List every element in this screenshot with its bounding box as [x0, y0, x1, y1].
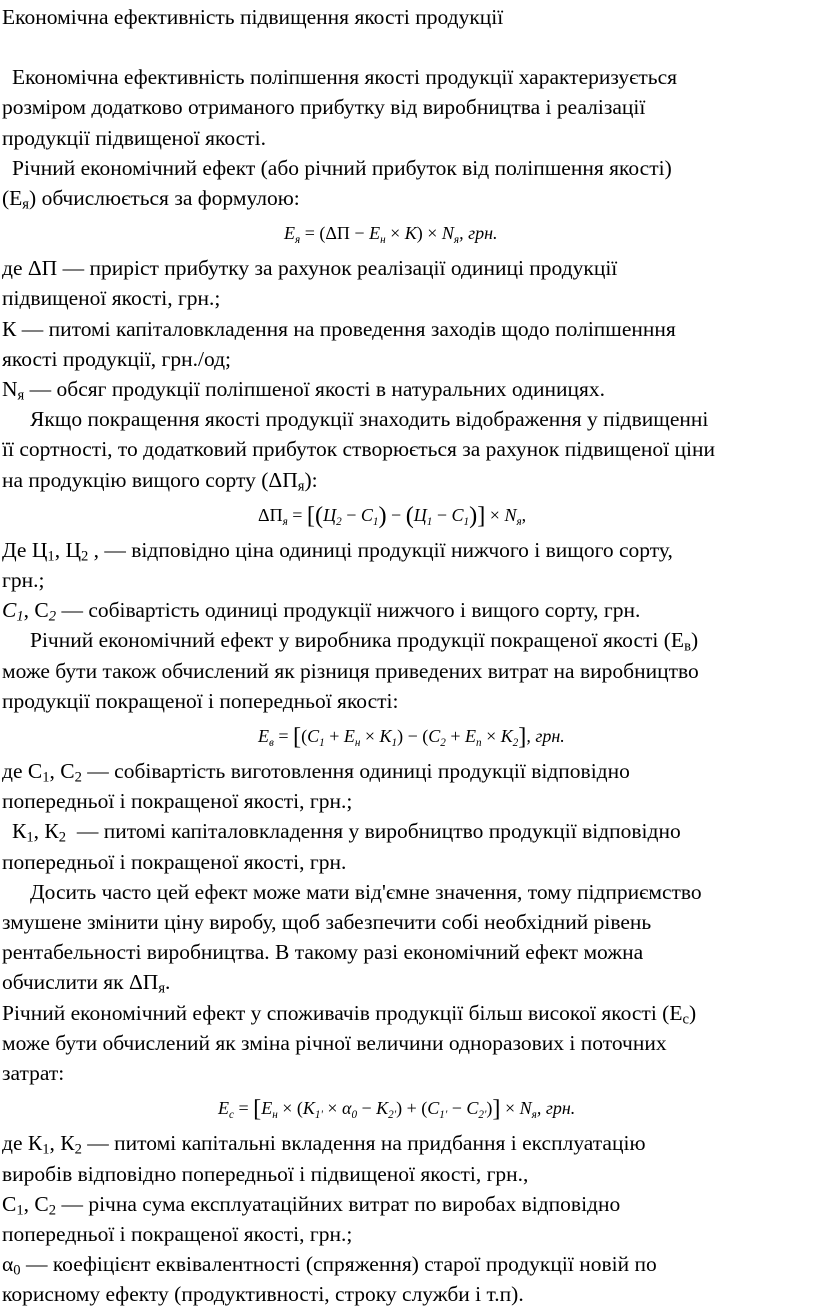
definition-4-line-1: де $К_1$, $К_2$ — питомі капітальні вкладення на придбання і експлуатацію — [2, 1131, 646, 1158]
definition-1-line-2: підвищеної якості, грн.; — [2, 286, 221, 311]
definition-3-line-2: попередньої і покращеної якості, грн.; — [2, 789, 353, 814]
definition-3-line-4: попередньої і покращеної якості, грн. — [2, 849, 347, 874]
definition-1-line-5: $N_я$ — обсяг продукції поліпшеної якості в натуральних одиницях. — [2, 377, 606, 404]
paragraph-4-line-3: продукції покращеної і попередньої якості: — [2, 688, 399, 713]
definition-4-line-2: виробів відповідно попередньої і підвищеної якості, грн., — [2, 1161, 529, 1186]
paragraph-5-line-1: Досить часто цей ефект може мати від'ємне значення, тому підприємство — [30, 879, 702, 904]
definition-1-line-3: К — питомі капіталовкладення на проведення заходів щодо поліпшенння — [2, 316, 676, 341]
paragraph-2-line-1: Річний економічний ефект (або річний прибуток від поліпшення якості) — [12, 155, 672, 180]
definition-4-line-3: $С_1$, $С_2$ — річна сума експлуатаційних витрат по виробах відповідно — [2, 1191, 621, 1219]
formula-producer-effect: $Е_в = [(С_1 + Е_н \times К_1) - (С_2 + Е_п \times К_2]$, грн. — [258, 723, 565, 750]
definition-4-line-4: попередньої і покращеної якості, грн.; — [2, 1221, 353, 1246]
paragraph-1-line-3: продукції підвищеної якості. — [2, 125, 266, 150]
paragraph-6-line-2: може бути обчислений як зміна річної величини одноразових і поточних — [2, 1030, 667, 1055]
paragraph-4-line-1: Річний економічний ефект у виробника продукції покращеної якості $(Е_в)$ — [30, 628, 699, 656]
paragraph-5-line-4: обчислити як $\Delta П_я$. — [2, 970, 171, 998]
definition-3-line-1: де $С_1$, $С_2$ — собівартість виготовлення одиниці продукції відповідно — [2, 759, 630, 786]
formula-added-profit: $\Delta П_я = [(Ц_2 - С_1) - (Ц_1 - С_1)] \times N_я$, — [258, 501, 527, 529]
definition-3-line-3: $К_1$, $К_2$ — питомі капіталовкладення у виробництво продукції відповідно — [12, 819, 681, 847]
paragraph-3-line-2: її сортності, то додатковий прибуток створюється за рахунок підвищеної ціни — [2, 437, 715, 462]
paragraph-6-line-1: Річний економічний ефект у споживачів продукції більш високої якості $(Е_с)$ — [2, 1000, 697, 1028]
document-title: Економічна ефективність підвищення якості продукції — [2, 5, 504, 29]
definition-2-line-2: грн.; — [2, 568, 45, 593]
paragraph-3-line-3: на продукцію вищого сорту $(\Delta П_я)$: — [2, 467, 318, 495]
paragraph-5-line-3: рентабельності виробництва. В такому разі економічний ефект можна — [2, 940, 644, 965]
spacer — [2, 32, 814, 62]
definition-1-line-1: де ΔП — приріст прибутку за рахунок реалізації одиниці продукції — [2, 256, 618, 281]
paragraph-6-line-3: затрат: — [2, 1061, 65, 1086]
paragraph-2-line-2: $(Е_я)$ обчислюється за формулою: — [2, 186, 300, 213]
paragraph-1-line-1: Економічна ефективність поліпшення якості продукції характеризується — [12, 65, 678, 90]
paragraph-5-line-2: змушене змінити ціну виробу, щоб забезпечити собі необхідний рівень — [2, 910, 652, 935]
definition-4-line-6: корисному ефекту (продуктивності, строку служби і т.п). — [2, 1282, 524, 1307]
definition-2-line-1: Де $Ц_1$, $Ц_2$ , — відповідно ціна одиниці продукції нижчого і вищого сорту, — [2, 537, 673, 565]
formula-annual-effect: $Е_я = (\Delta П - Е_н \times К) \times N_я$, грн. — [284, 223, 498, 247]
formula-consumer-effect: $Е_с = [Е_н \times (К_{1'} \times \alpha_0 - К_{2'}) + (С_{1'} - С_{2'})] \times N_я$, грн. — [218, 1095, 576, 1123]
paragraph-4-line-2: може бути також обчислений як різниця приведених витрат на виробництво — [2, 658, 699, 683]
definition-4-line-5: $\alpha_0$ — коефіцієнт еквівалентності (спряження) старої продукції новій по — [2, 1252, 657, 1279]
paragraph-3-line-1: Якщо покращення якості продукції знаходить відображення у підвищенні — [30, 407, 709, 432]
definition-2-line-3: $C_1$, $C_2$ — собівартість одиниці продукції нижчого і вищого сорту, грн. — [2, 598, 641, 625]
paragraph-1-line-2: розміром додатково отриманого прибутку від виробництва і реалізації — [2, 95, 646, 120]
definition-1-line-4: якості продукції, грн./од; — [2, 346, 232, 371]
